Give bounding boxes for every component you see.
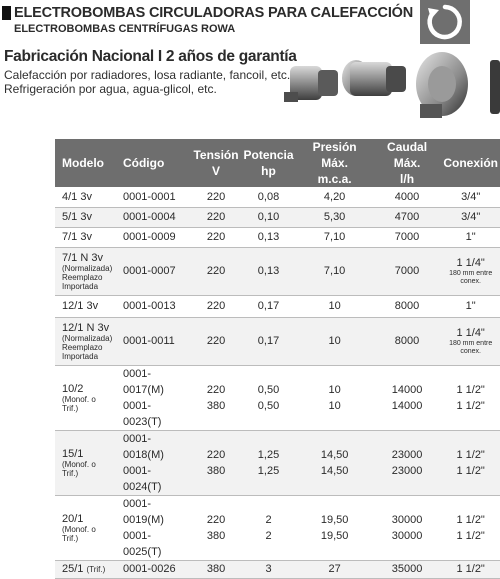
cell-presion: 7,10 [296, 227, 372, 247]
cell-conexion: 1" [441, 295, 500, 317]
cell-codigo: 0001-0017(M) 0001-0023(T) [115, 365, 192, 430]
cell-caudal: 30000 30000 [373, 495, 442, 560]
column-header-conexion: Conexión [441, 139, 500, 187]
cell-modelo [55, 495, 115, 560]
table-row [55, 207, 500, 227]
title-bar [0, 2, 420, 36]
cell-presion: 19,50 19,50 [296, 495, 372, 560]
column-header-presion: Presión Máx. m.c.a. [296, 139, 372, 187]
rotate-arrow-icon [426, 3, 464, 41]
cell-potencia: 3 [241, 560, 297, 578]
pump-image-small [284, 66, 338, 102]
model-note: Importada [62, 281, 99, 291]
product-table [55, 139, 500, 579]
cell-codigo: 0001-0013 [115, 295, 192, 317]
table-header-row [55, 139, 500, 187]
page-subtitle: ELECTROBOMBAS CENTRÍFUGAS ROWA [14, 23, 236, 35]
table-row [55, 560, 500, 578]
cell-tension: 220 [191, 317, 240, 365]
model-note: Reemplazo [62, 342, 103, 352]
cell-potencia: 0,10 [241, 207, 297, 227]
cell-modelo: 5/1 3v [55, 207, 115, 227]
cell-caudal: 35000 [373, 560, 442, 578]
table-row [55, 317, 500, 365]
model-note: (Monof. o Trif.) [62, 524, 96, 543]
cell-conexion: 3/4" [441, 207, 500, 227]
model-note: (Monof. o Trif.) [62, 394, 96, 413]
model-name: 20/1 [62, 512, 84, 525]
model-note: Importada [62, 351, 99, 361]
column-header-potencia: Potencia hp [241, 139, 297, 187]
connection-note: 180 mm entre [449, 339, 493, 347]
cell-presion: 10 [296, 317, 372, 365]
model-note: (Monof. o Trif.) [62, 459, 96, 478]
intro-heading: Fabricación Nacional I 2 años de garantía [4, 48, 297, 65]
cell-modelo [55, 317, 115, 365]
intro-line: Refrigeración por agua, agua-glicol, etc. [4, 82, 217, 96]
cell-conexion: 1 1/2" 1 1/2" [441, 365, 500, 430]
cell-caudal: 7000 [373, 227, 442, 247]
connection-note: conex. [460, 277, 481, 285]
cell-codigo: 0001-0001 [115, 187, 192, 207]
cell-presion: 4,20 [296, 187, 372, 207]
cell-codigo: 0001-0026 [115, 560, 192, 578]
pump-image-partial [490, 60, 500, 114]
cell-presion: 10 [296, 295, 372, 317]
cell-conexion [441, 317, 500, 365]
model-name: 12/1 N 3v [62, 321, 110, 334]
cell-potencia: 2 2 [241, 495, 297, 560]
connection-size: 1 1/4" [456, 326, 485, 339]
table-row [55, 227, 500, 247]
cell-presion: 14,50 14,50 [296, 430, 372, 495]
model-name: 7/1 N 3v [62, 251, 103, 264]
model-note: Reemplazo [62, 272, 103, 282]
cell-presion: 27 [296, 560, 372, 578]
column-header-codigo: Código [115, 139, 192, 187]
cell-codigo: 0001-0011 [115, 317, 192, 365]
column-header-modelo: Modelo [55, 139, 115, 187]
cell-presion: 7,10 [296, 247, 372, 295]
cell-caudal: 4000 [373, 187, 442, 207]
model-note: (Trif.) [86, 565, 106, 574]
cell-tension: 380 [191, 560, 240, 578]
cell-potencia: 0,13 [241, 227, 297, 247]
title-marker [2, 6, 11, 20]
cell-conexion: 1" [441, 227, 500, 247]
cell-caudal: 8000 [373, 295, 442, 317]
connection-note: conex. [460, 347, 481, 355]
table-row [55, 187, 500, 207]
cell-conexion [441, 247, 500, 295]
cell-modelo [55, 247, 115, 295]
model-name: 15/1 [62, 447, 84, 460]
column-header-tension: Tensión V [191, 139, 240, 187]
pump-image-medium [342, 60, 406, 96]
model-name: 10/2 [62, 382, 84, 395]
cell-conexion: 1 1/2" 1 1/2" [441, 430, 500, 495]
cell-potencia: 0,08 [241, 187, 297, 207]
cell-codigo: 0001-0018(M) 0001-0024(T) [115, 430, 192, 495]
table-row [55, 247, 500, 295]
cell-conexion: 1 1/2" 1 1/2" [441, 495, 500, 560]
page-title: ELECTROBOMBAS CIRCULADORAS PARA CALEFACCIÓN [14, 5, 414, 21]
cell-codigo: 0001-0019(M) 0001-0025(T) [115, 495, 192, 560]
connection-size: 1 1/4" [456, 256, 485, 269]
connection-note: 180 mm entre [449, 269, 493, 277]
cell-potencia: 0,50 0,50 [241, 365, 297, 430]
table-row [55, 365, 500, 430]
cell-tension: 220 [191, 187, 240, 207]
table-row [55, 495, 500, 560]
cell-tension: 220 [191, 295, 240, 317]
rotation-badge [420, 0, 470, 44]
cell-caudal: 23000 23000 [373, 430, 442, 495]
cell-tension: 220 [191, 247, 240, 295]
model-note: (Normalizada) [62, 333, 113, 343]
cell-potencia: 0,13 [241, 247, 297, 295]
cell-tension: 220 380 [191, 430, 240, 495]
cell-presion: 5,30 [296, 207, 372, 227]
cell-caudal: 8000 [373, 317, 442, 365]
cell-caudal: 7000 [373, 247, 442, 295]
intro-line: Calefacción por radiadores, losa radiante, fancoil, etc. [4, 68, 291, 82]
cell-modelo: 12/1 3v [55, 295, 115, 317]
model-name: 25/1 [62, 563, 84, 575]
cell-modelo: 7/1 3v [55, 227, 115, 247]
cell-presion: 10 10 [296, 365, 372, 430]
cell-conexion: 3/4" [441, 187, 500, 207]
cell-caudal: 14000 14000 [373, 365, 442, 430]
model-note: (Normalizada) [62, 263, 113, 273]
cell-modelo [55, 430, 115, 495]
cell-potencia: 0,17 [241, 317, 297, 365]
table-row [55, 430, 500, 495]
cell-modelo [55, 560, 115, 578]
cell-modelo: 4/1 3v [55, 187, 115, 207]
cell-tension: 220 [191, 207, 240, 227]
column-header-caudal: Caudal Máx. l/h [373, 139, 442, 187]
cell-tension: 220 380 [191, 495, 240, 560]
cell-tension: 220 [191, 227, 240, 247]
cell-codigo: 0001-0007 [115, 247, 192, 295]
cell-tension: 220 380 [191, 365, 240, 430]
cell-codigo: 0001-0009 [115, 227, 192, 247]
cell-conexion: 1 1/2" [441, 560, 500, 578]
pump-image-large [416, 52, 468, 118]
cell-modelo [55, 365, 115, 430]
cell-potencia: 0,17 [241, 295, 297, 317]
pump-product-images [282, 42, 500, 134]
cell-potencia: 1,25 1,25 [241, 430, 297, 495]
cell-codigo: 0001-0004 [115, 207, 192, 227]
cell-caudal: 4700 [373, 207, 442, 227]
table-row [55, 295, 500, 317]
